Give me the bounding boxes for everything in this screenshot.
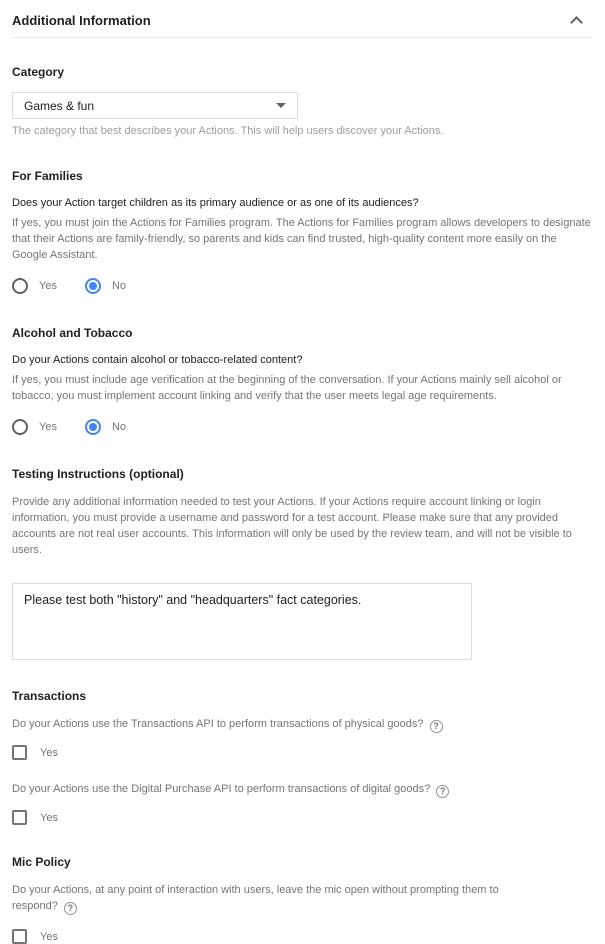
question-text: Do your Actions, at any point of interaction with users, leave the mic open without prompting them to respond? bbox=[12, 884, 499, 912]
for-families-section bbox=[12, 169, 593, 294]
for-families-title: For Families bbox=[12, 169, 83, 183]
checkbox-unchecked-icon bbox=[12, 929, 27, 944]
question-text: Do your Actions use the Digital Purchase API to perform transactions of digital goods? bbox=[12, 783, 431, 795]
transactions-physical-question bbox=[12, 716, 593, 733]
category-selected-value: Games & fun bbox=[24, 98, 95, 113]
transactions-physical-yes-checkbox[interactable] bbox=[12, 745, 593, 760]
help-icon[interactable]: ? bbox=[64, 902, 77, 915]
panel-title: Additional Information bbox=[12, 13, 151, 28]
testing-instructions-input[interactable] bbox=[12, 583, 472, 660]
category-select[interactable] bbox=[12, 92, 298, 119]
radio-unselected-icon bbox=[12, 419, 28, 435]
category-section bbox=[12, 65, 593, 137]
checkbox-unchecked-icon bbox=[12, 810, 27, 825]
radio-selected-icon bbox=[85, 419, 101, 435]
transactions-digital-yes-checkbox[interactable] bbox=[12, 810, 593, 825]
panel-header[interactable] bbox=[12, 0, 593, 38]
alcohol-tobacco-no-radio[interactable] bbox=[85, 419, 126, 435]
mic-policy-title: Mic Policy bbox=[12, 855, 71, 869]
radio-label: Yes bbox=[39, 421, 57, 433]
checkbox-label: Yes bbox=[40, 930, 58, 943]
alcohol-tobacco-yes-radio[interactable] bbox=[12, 419, 57, 435]
for-families-yes-radio[interactable] bbox=[12, 278, 57, 294]
mic-policy-question bbox=[12, 882, 520, 915]
transactions-section bbox=[12, 689, 593, 825]
radio-label: No bbox=[111, 280, 127, 292]
help-icon[interactable]: ? bbox=[430, 720, 443, 733]
alcohol-tobacco-description: If yes, you must include age verification at the beginning of the conversation. If your Actions mainly sell alcohol or tobacco, you must implement account linking and verify that the user meets legal age requirements. bbox=[12, 374, 562, 402]
for-families-radio-group bbox=[12, 278, 593, 294]
for-families-no-radio[interactable] bbox=[85, 278, 126, 294]
transactions-title: Transactions bbox=[12, 689, 87, 703]
for-families-question: Does your Action target children as its primary audience or as one of its audiences? bbox=[12, 197, 419, 209]
collapse-chevron-up-icon[interactable] bbox=[570, 16, 583, 29]
help-icon[interactable]: ? bbox=[436, 785, 449, 798]
radio-selected-icon bbox=[85, 278, 101, 294]
for-families-description: If yes, you must join the Actions for Families program. The Actions for Families program allows developers to designate that their Actions are family-friendly, so parents and kids can find trusted, high-quality content more easily on the Google Assistant. bbox=[12, 217, 591, 261]
question-text: Do your Actions use the Transactions API to perform transactions of physical goods? bbox=[12, 718, 424, 730]
mic-policy-section bbox=[12, 855, 593, 944]
category-label: Category bbox=[12, 65, 65, 79]
alcohol-tobacco-title: Alcohol and Tobacco bbox=[12, 326, 133, 340]
testing-instructions-section bbox=[12, 467, 593, 660]
radio-label: Yes bbox=[39, 280, 57, 292]
radio-label: No bbox=[111, 421, 127, 433]
alcohol-tobacco-question: Do your Actions contain alcohol or tobacco-related content? bbox=[12, 354, 303, 366]
alcohol-tobacco-radio-group bbox=[12, 419, 593, 435]
alcohol-tobacco-section bbox=[12, 326, 593, 435]
checkbox-label: Yes bbox=[40, 811, 58, 824]
testing-instructions-description: Provide any additional information needed to test your Actions. If your Actions require account linking or login information, you must provide a username and password for a test account. Please make sure that any provided accounts are not real user accounts. This information will only be used by the review team, and will not be visible to users. bbox=[12, 496, 572, 556]
transactions-digital-question bbox=[12, 781, 593, 798]
dropdown-arrow-icon bbox=[276, 103, 286, 108]
category-helper-text: The category that best describes your Actions. This will help users discover your Actions. bbox=[12, 125, 444, 137]
testing-instructions-title: Testing Instructions (optional) bbox=[12, 467, 184, 481]
checkbox-unchecked-icon bbox=[12, 745, 27, 760]
mic-policy-yes-checkbox[interactable] bbox=[12, 929, 593, 944]
checkbox-label: Yes bbox=[40, 746, 58, 759]
radio-unselected-icon bbox=[12, 278, 28, 294]
